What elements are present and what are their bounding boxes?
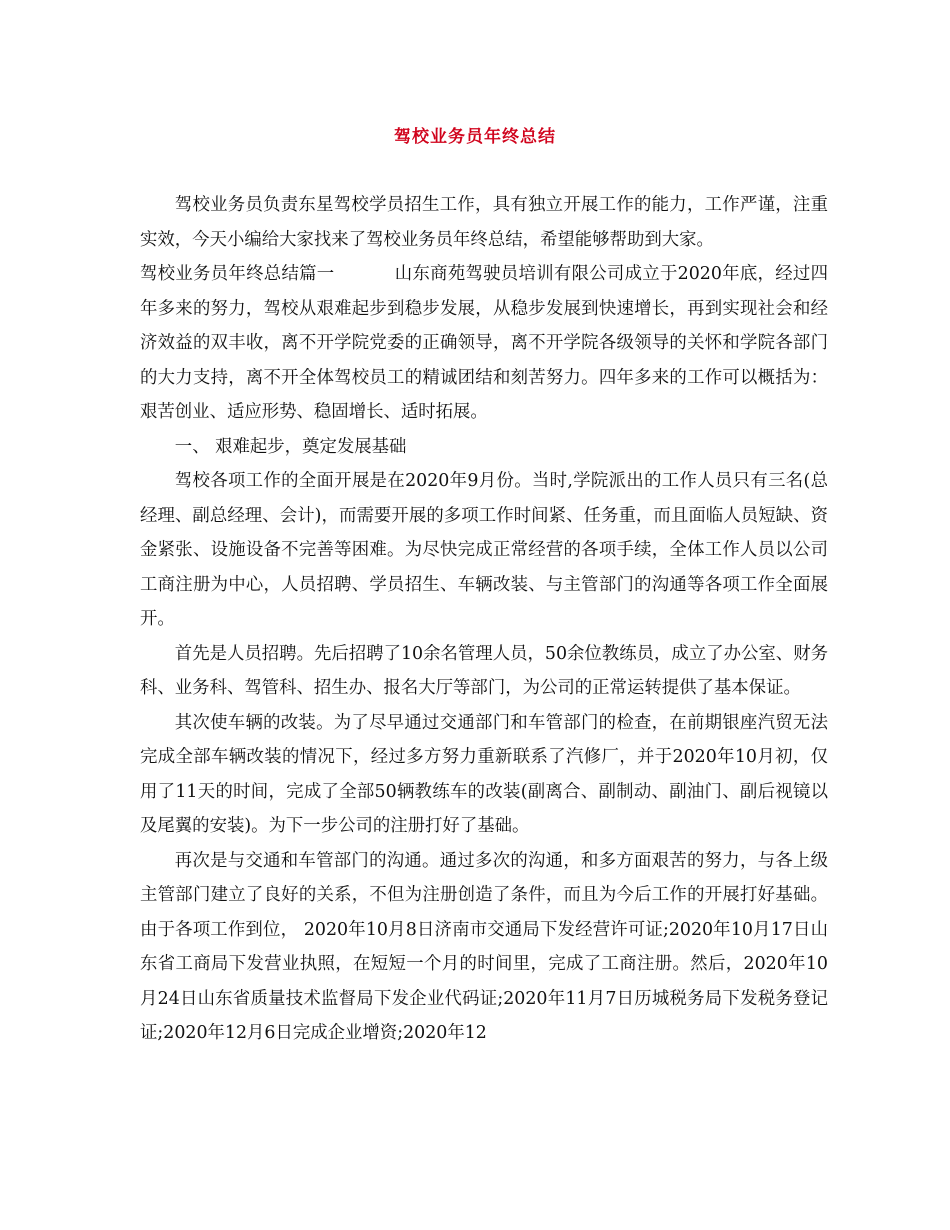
section-paragraph [140,257,828,430]
paragraph-2: 首先是人员招聘。先后招聘了10余名管理人员，50余位教练员，成立了办公室、财务科、业务科、驾管科、招生办、报名大厅等部门，为公司的正常运转提供了基本保证。 [140,643,828,698]
document-body [140,188,828,1051]
paragraph-1: 驾校各项工作的全面开展是在2020年9月份。当时,学院派出的工作人员只有三名(总经理、副总经理、会计)，而需要开展的多项工作时间紧、任务重，而且面临人员短缺、资金紧张、设施设备不完善等困难。为尽快完成正常经营的各项手续，全体工作人员以公司工商注册为中心，人员招聘、学员招生、车辆改装、与主管部门的沟通等各项工作全面展开。 [140,471,828,629]
heading-one: 一、 艰难起步，奠定发展基础 [174,436,407,457]
document-title: 驾校业务员年终总结 [394,127,556,147]
section-text: 山东商苑驾驶员培训有限公司成立于2020年底，经过四年多来的努力，驾校从艰难起步到稳步发展，从稳步发展到快速增长，再到实现社会和经济效益的双丰收，离不开学院党委的正确领导，离不开学院各级领导的关怀和学院各部门的大力支持，离不开全体驾校员工的精诚团结和刻苦努力。四年多来的工作可以概括为：艰苦创业、适应形势、稳固增长、适时拓展。 [140,264,828,422]
paragraph-4: 再次是与交通和车管部门的沟通。通过多次的沟通，和多方面艰苦的努力，与各上级主管部门建立了良好的关系，不但为注册创造了条件，而且为今后工作的开展打好基础。由于各项工作到位， 2020年10月8日济南市交通局下发经营许可证;2020年10月17日山东省工商局下发营业执照，在短短一个月的时间里，完成了工商注册。然后，2020年10月24日山东省质量技术监督局下发企业代码证;2020年11月7日历城税务局下发税务登记证;2020年12月6日完成企业增资;2020年12 [140,850,828,1043]
paragraph-3: 其次使车辆的改装。为了尽早通过交通部门和车管部门的检查，在前期银座汽贸无法完成全部车辆改装的情况下，经过多方努力重新联系了汽修厂，并于2020年10月初，仅用了11天的时间，完成了全部50辆教练车的改装(副离合、副制动、副油门、副后视镜以及尾翼的安装)。为下一步公司的注册打好了基础。 [140,712,828,836]
intro-paragraph: 驾校业务员负责东星驾校学员招生工作，具有独立开展工作的能力，工作严谨，注重实效，今天小编给大家找来了驾校业务员年终总结，希望能够帮助到大家。 [140,195,828,250]
section-label: 驾校业务员年终总结篇一 [140,264,335,284]
